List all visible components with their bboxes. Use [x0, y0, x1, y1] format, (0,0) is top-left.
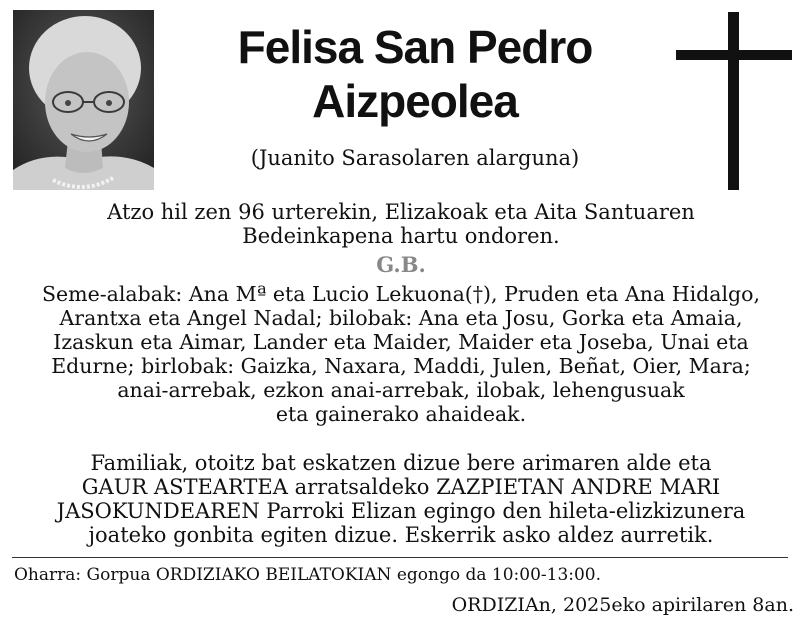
death-notice-line: Atzo hil zen 96 urterekin, Elizakoak eta Aita Santuaren: [107, 200, 695, 224]
divider: [12, 557, 788, 558]
initials-gb: G.B.: [376, 252, 426, 277]
portrait-photo: [13, 10, 154, 190]
footer-note: Oharra: Gorpua ORDIZIAKO BEILATOKIAN egongo da 10:00-13:00.: [14, 565, 602, 585]
deceased-name-line2: Aizpeolea: [312, 75, 518, 127]
invitation-line: GAUR ASTEARTEA arratsaldeko ZAZPIETAN ANDRE MARI: [81, 475, 721, 499]
family-line: Izaskun eta Aimar, Lander eta Maider, Maider eta Joseba, Unai eta: [53, 330, 749, 354]
family-line: Seme-alabak: Ana Mª eta Lucio Lekuona(†), Pruden eta Ana Hidalgo,: [41, 282, 761, 306]
invitation-line: joateko gonbita egiten dizue. Eskerrik asko aldez aurretik.: [88, 523, 714, 547]
family-line: Edurne; birlobak: Gaizka, Naxara, Maddi, Julen, Beñat, Oier, Mara;: [51, 354, 751, 378]
death-notice-line: Bedeinkapena hartu ondoren.: [242, 224, 560, 248]
invitation-line: JASOKUNDEAREN Parroki Elizan egingo den hileta-elizkizunera: [56, 499, 746, 523]
death-notice: [5, 200, 797, 248]
family-line: eta gainerako ahaideak.: [275, 402, 527, 426]
family-list: [5, 282, 797, 426]
place-date: ORDIZIAn, 2025eko apirilaren 8an.: [451, 594, 794, 616]
deceased-name-line1: Felisa San Pedro: [237, 21, 593, 73]
cross-icon: [676, 12, 792, 190]
deceased-subtitle: (Juanito Sarasolaren alarguna): [250, 146, 580, 170]
family-line: anai-arrebak, ezkon anai-arrebak, ilobak, lehengusuak: [117, 378, 685, 402]
family-line: Arantxa eta Angel Nadal; bilobak: Ana eta Josu, Gorka eta Amaia,: [59, 306, 743, 330]
funeral-invitation: [5, 451, 797, 547]
invitation-line: Familiak, otoitz bat eskatzen dizue bere arimaren alde eta: [90, 451, 712, 475]
